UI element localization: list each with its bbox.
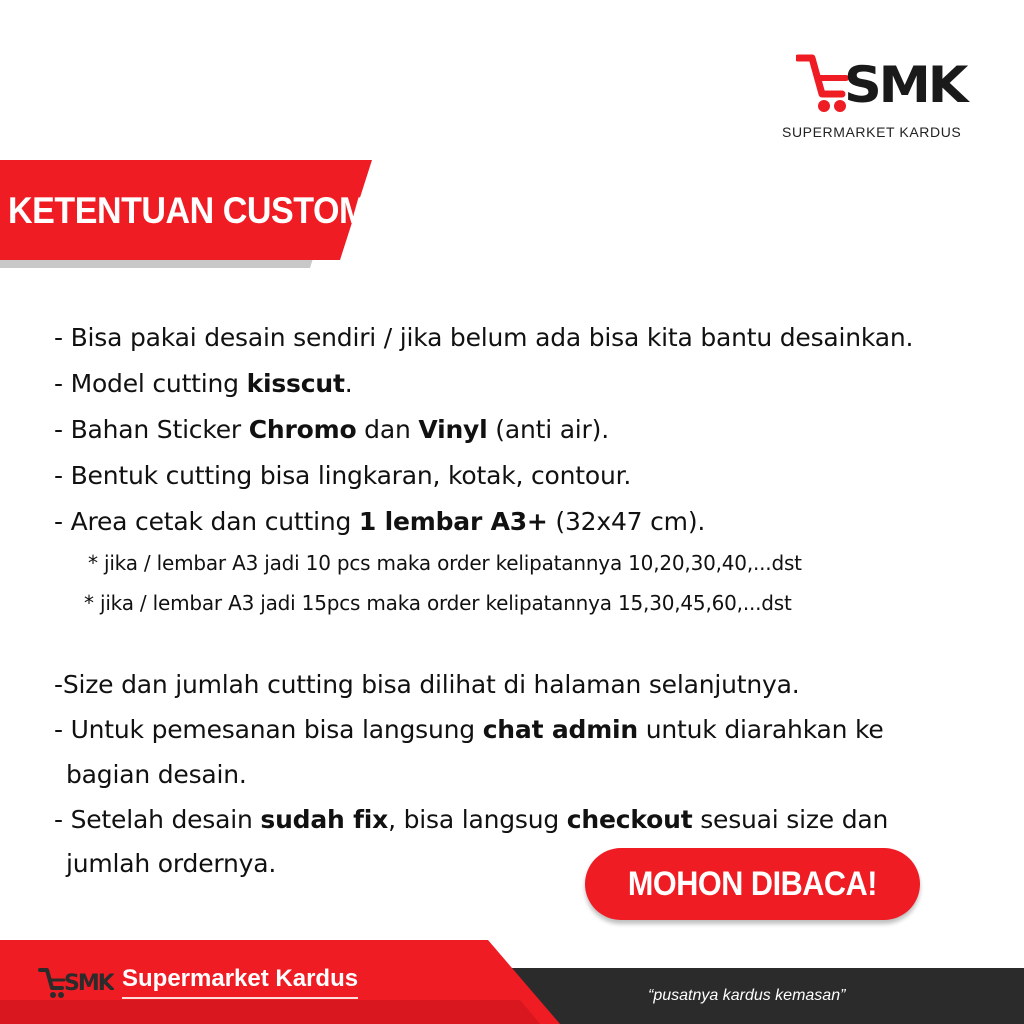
footer-tagline: “pusatnya kardus kemasan” <box>648 987 846 1004</box>
badge-label: MOHON DIBACA! <box>627 864 878 903</box>
rule-note-2: * jika / lembar A3 jadi 15pcs maka order kelipatannya 15,30,45,60,...dst <box>84 591 792 615</box>
rule-line-4: - Bentuk cutting bisa lingkaran, kotak, contour. <box>54 461 632 490</box>
rule-line-8-cont: jumlah ordernya. <box>66 849 277 878</box>
rule-line-2: - Model cutting kisscut. <box>54 369 353 398</box>
footer <box>0 940 1024 1024</box>
rule-note-1: * jika / lembar A3 jadi 10 pcs maka order kelipatannya 10,20,30,40,...dst <box>88 551 802 575</box>
rule-line-7-cont: bagian desain. <box>66 760 247 789</box>
rule-line-8: - Setelah desain sudah fix, bisa langsug checkout sesuai size dan <box>54 805 889 834</box>
brand-logo <box>780 52 980 144</box>
logo-subtitle: SUPERMARKET KARDUS <box>782 124 962 140</box>
title-banner <box>0 160 372 268</box>
mohon-dibaca-badge <box>585 848 920 920</box>
rule-line-5: - Area cetak dan cutting 1 lembar A3+ (32x47 cm). <box>54 507 706 536</box>
logo-wordmark: SMK <box>844 56 966 114</box>
rule-line-7: - Untuk pemesanan bisa langsung chat admin untuk diarahkan ke <box>54 715 884 744</box>
rule-line-1: - Bisa pakai desain sendiri / jika belum ada bisa kita bantu desainkan. <box>54 323 914 352</box>
svg-text:SMK: SMK <box>64 971 113 996</box>
page-title: KETENTUAN CUSTOM <box>8 190 367 231</box>
rule-line-6: -Size dan jumlah cutting bisa dilihat di halaman selanjutnya. <box>54 670 800 699</box>
footer-brand-name: Supermarket Kardus <box>122 965 358 999</box>
rule-line-3: - Bahan Sticker Chromo dan Vinyl (anti air). <box>54 415 609 444</box>
footer-logo-icon <box>38 966 114 1000</box>
